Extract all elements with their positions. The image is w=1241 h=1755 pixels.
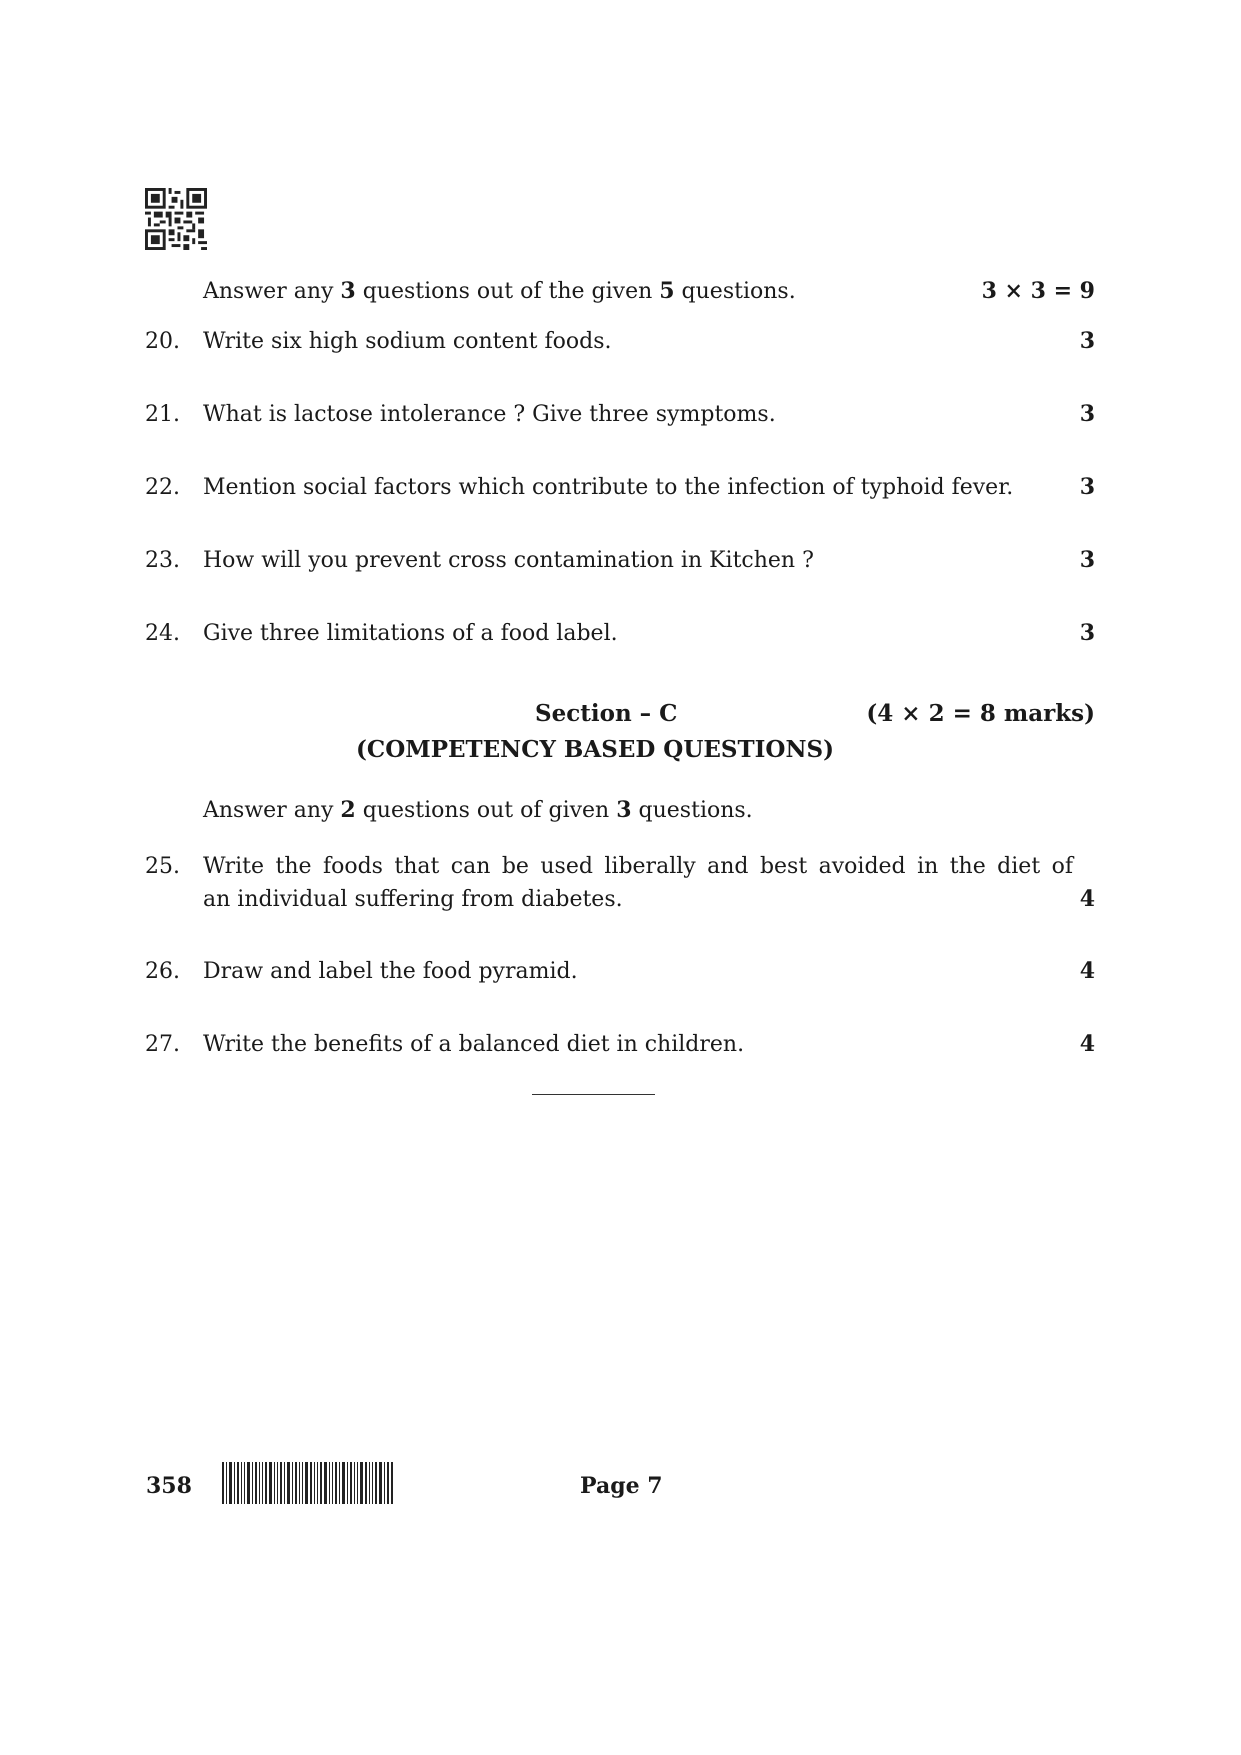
question-marks: 3 bbox=[1079, 401, 1095, 427]
instructions-marks: 3 × 3 = 9 bbox=[981, 278, 1095, 304]
instructions-text: Answer any 3 questions out of the given 5 questions. bbox=[203, 278, 796, 304]
question-number: 26. bbox=[145, 959, 180, 984]
question-marks: 3 bbox=[1079, 547, 1095, 573]
question-marks: 4 bbox=[1079, 1031, 1095, 1057]
question-text-line2: an individual suffering from diabetes. bbox=[203, 887, 623, 912]
question-number: 20. bbox=[145, 329, 180, 354]
question-text-line1: Write the foods that can be used liberally and best avoided in the diet of bbox=[203, 854, 1073, 879]
barcode-icon bbox=[222, 1462, 394, 1504]
section-c-subtitle: (COMPETENCY BASED QUESTIONS) bbox=[356, 736, 834, 763]
question-number: 22. bbox=[145, 475, 180, 500]
question-marks: 4 bbox=[1079, 886, 1095, 912]
question-number: 21. bbox=[145, 402, 180, 427]
end-rule bbox=[532, 1094, 655, 1095]
question-text bbox=[203, 850, 1073, 916]
question-text: Draw and label the food pyramid. bbox=[203, 959, 578, 984]
question-marks: 3 bbox=[1079, 474, 1095, 500]
question-number: 25. bbox=[145, 854, 180, 879]
question-text: Write the benefits of a balanced diet in children. bbox=[203, 1032, 745, 1057]
question-text: How will you prevent cross contamination in Kitchen ? bbox=[203, 548, 814, 573]
page-number: Page 7 bbox=[580, 1473, 663, 1499]
section-c-title: Section – C bbox=[535, 700, 678, 727]
qr-code-icon bbox=[145, 188, 207, 250]
question-marks: 4 bbox=[1079, 958, 1095, 984]
question-number: 24. bbox=[145, 621, 180, 646]
question-text: Give three limitations of a food label. bbox=[203, 621, 618, 646]
instructions-text: Answer any 2 questions out of given 3 questions. bbox=[203, 797, 753, 823]
question-25 bbox=[145, 850, 1095, 916]
section-c-marks: (4 × 2 = 8 marks) bbox=[866, 700, 1095, 727]
question-number: 23. bbox=[145, 548, 180, 573]
question-marks: 3 bbox=[1079, 620, 1095, 646]
paper-code: 358 bbox=[146, 1473, 192, 1499]
question-text: Write six high sodium content foods. bbox=[203, 329, 612, 354]
question-text: What is lactose intolerance ? Give three symptoms. bbox=[203, 402, 776, 427]
question-text: Mention social factors which contribute to the infection of typhoid fever. bbox=[203, 475, 1014, 500]
question-number: 27. bbox=[145, 1032, 180, 1057]
question-marks: 3 bbox=[1079, 328, 1095, 354]
